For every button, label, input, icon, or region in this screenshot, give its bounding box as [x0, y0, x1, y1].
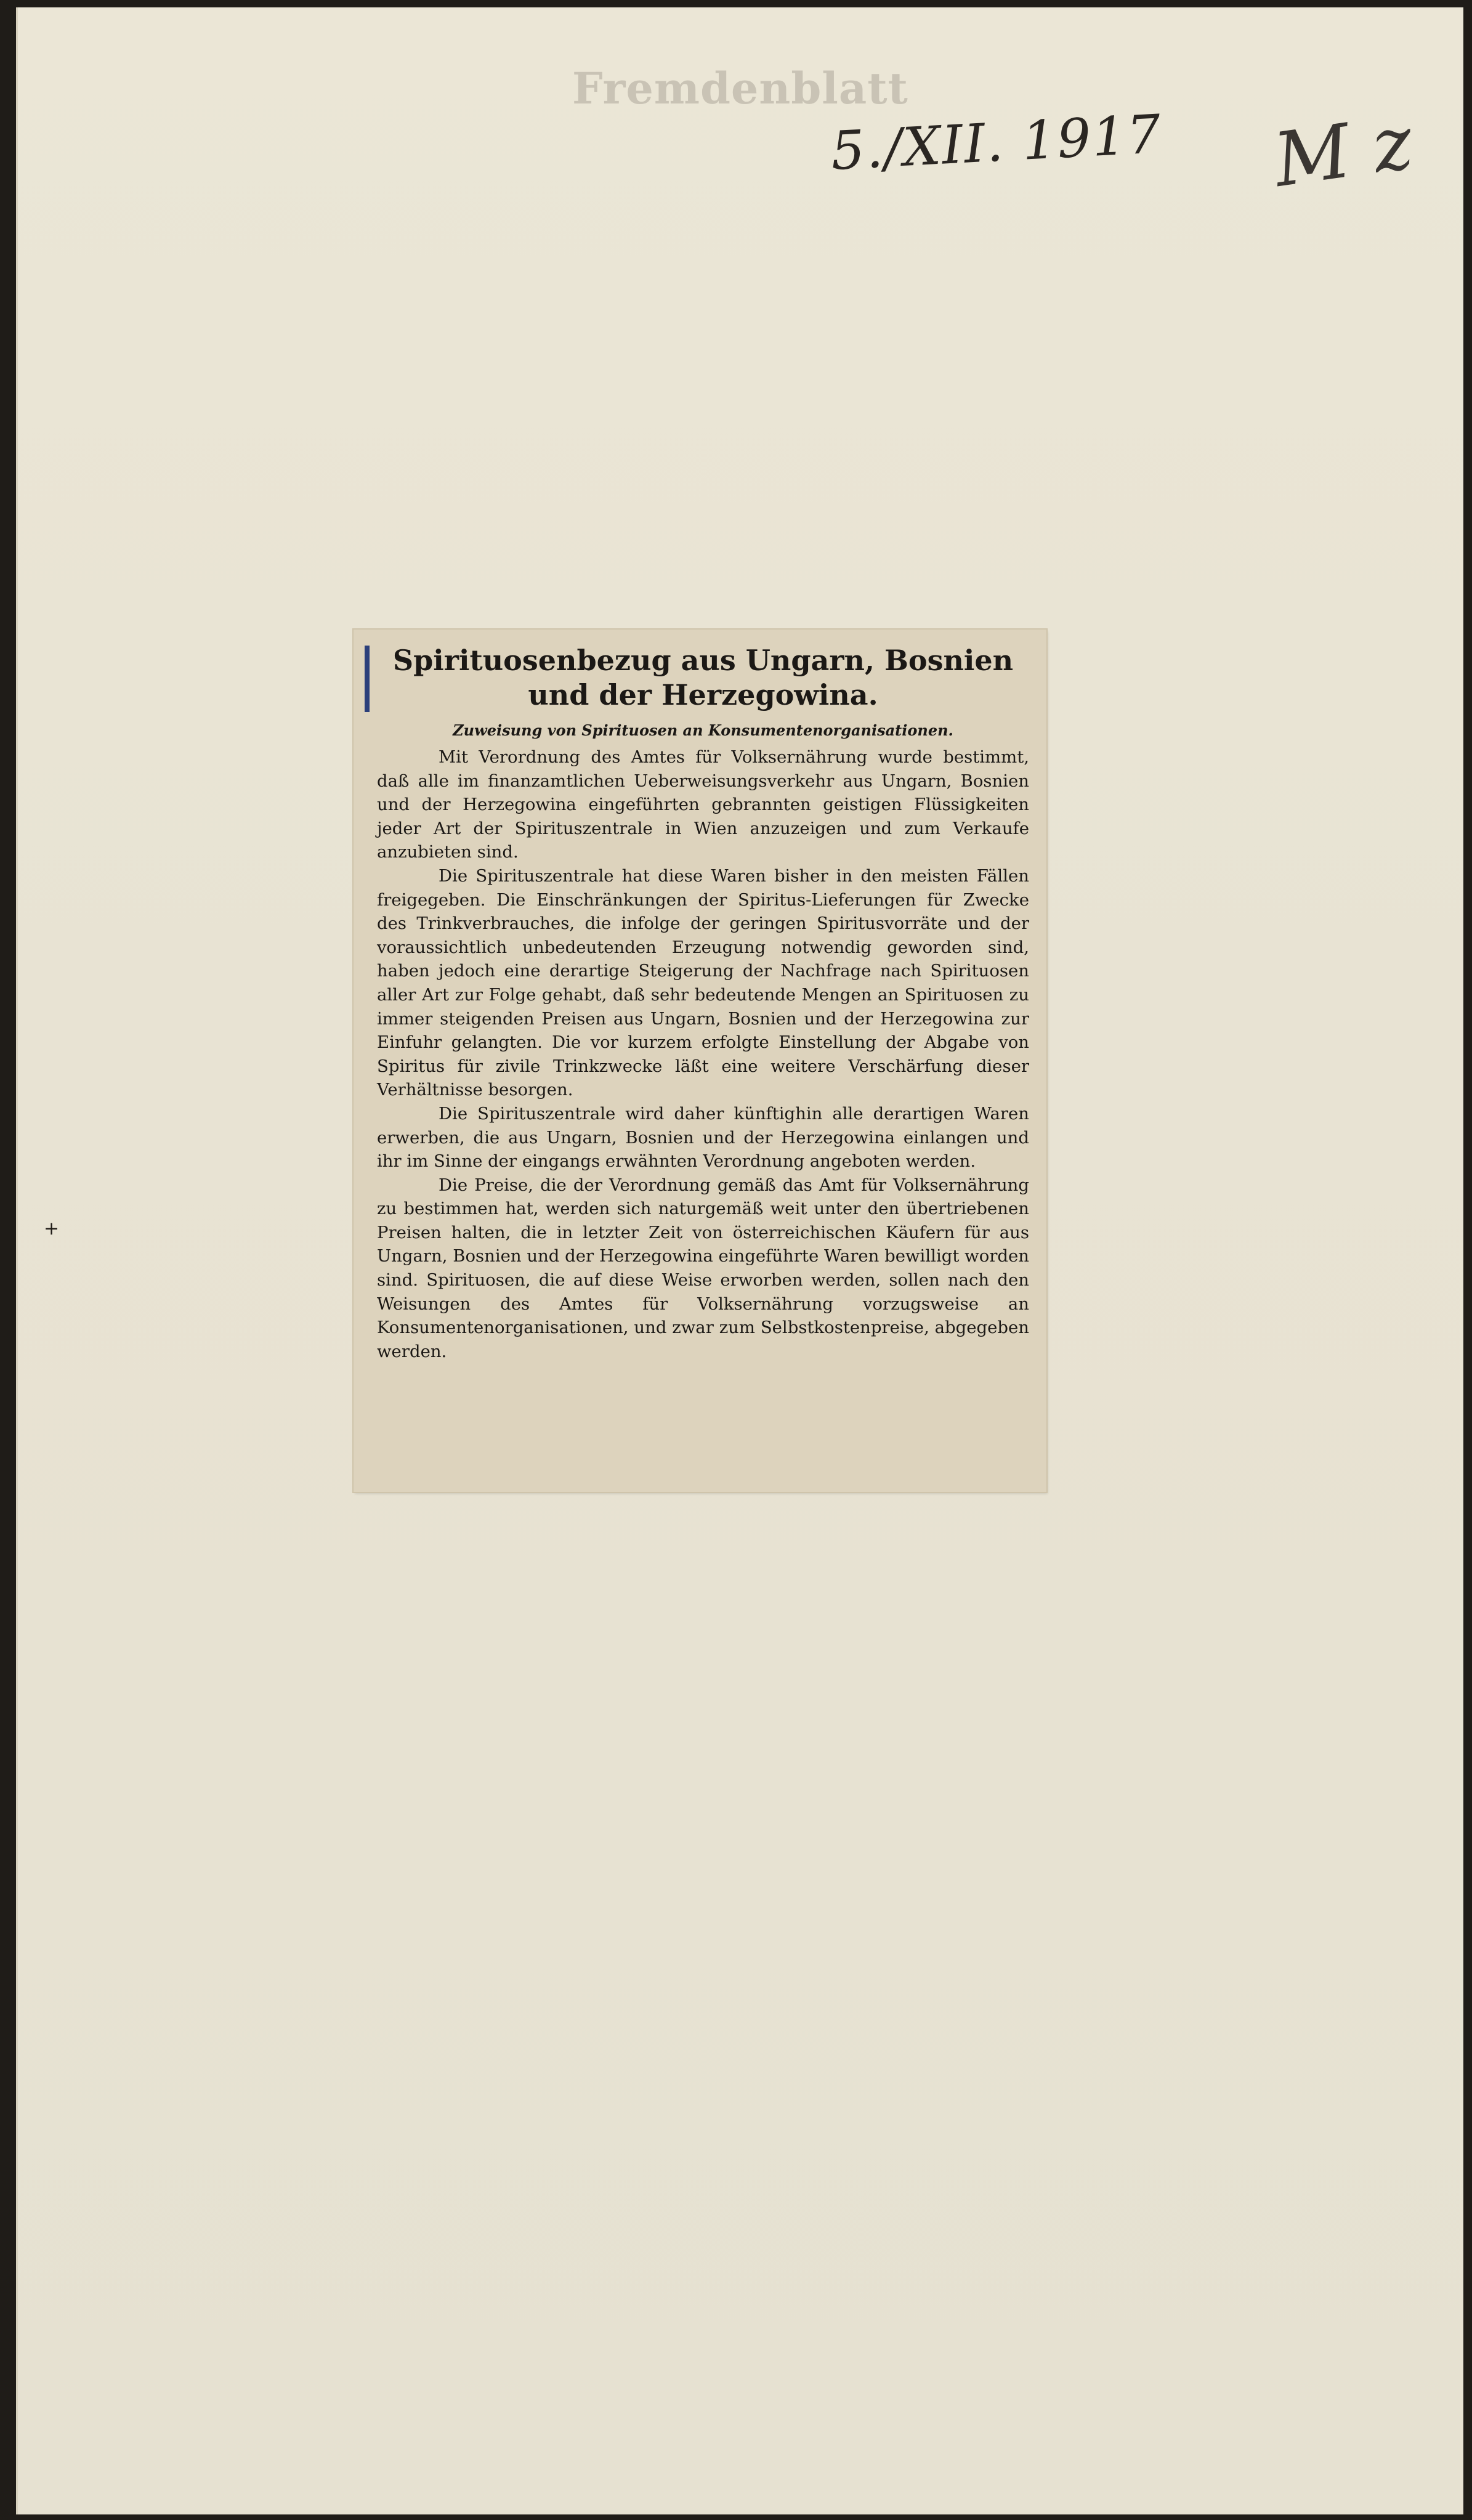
- handwritten-date: 5./XII. 1917: [829, 103, 1163, 183]
- newspaper-clipping: [354, 630, 1046, 1492]
- margin-mark: +: [44, 1218, 60, 1239]
- handwritten-initials: M z: [1269, 100, 1418, 204]
- blue-margin-line: [365, 646, 370, 712]
- archive-sheet: [16, 7, 1463, 2514]
- article-paragraph: Die Spirituszentrale wird daher künftighin alle derartigen Waren erwerben, die aus Ungarn, Bosnien und der Herzegowina einlangen und ihr im Sinne der eingangs erwähnten Verordnung angeboten werden.: [377, 1103, 1029, 1172]
- article-paragraph: Die Spirituszentrale hat diese Waren bisher in den meisten Fällen freigegeben. Die Einschränkungen der Spiritus-Lieferungen für Zwecke des Trinkverbrauches, die infolge der geringen Spiritusvorräte und der voraussichtlich unbedeutenden Erzeugung notwendig geworden sind, haben jedoch eine derartige Steigerung der Nachfrage nach Spirituosen aller Art zur Folge gehabt, daß sehr bedeutende Mengen an Spirituosen zu immer steigenden Preisen aus Ungarn, Bosnien und der Herzegowina zur Einfuhr gelangten. Die vor kurzem erfolgte Einstellung der Abgabe von Spiritus für zivile Trinkzwecke läßt eine weitere Verschärfung dieser Verhältnisse besorgen.: [377, 865, 1029, 1100]
- article-subtitle: Zuweisung von Spirituosen an Konsumentenorganisationen.: [453, 721, 953, 739]
- article-title: Spirituosenbezug aus Ungarn, Bosnien und der Herzegowina.: [392, 644, 1014, 711]
- article-paragraph: Die Preise, die der Verordnung gemäß das Amt für Volksernährung zu bestimmen hat, werden sich naturgemäß weit unter den übertriebenen Preisen halten, die in letzter Zeit von österreichischen Käufern für aus Ungarn, Bosnien und der Herzegowina eingeführte Waren bewilligt worden sind. Spirituosen, die auf diese Weise erworben werden, sollen nach den Weisungen des Amtes für Volksernährung vorzugsweise an Konsumentenorganisationen, und zwar zum Selbstkostenpreise, abgegeben werden.: [377, 1175, 1029, 1361]
- newspaper-stamp: Fremdenblatt: [572, 63, 908, 114]
- article-paragraph: Mit Verordnung des Amtes für Volksernährung wurde bestimmt, daß alle im finanzamtlichen Ueberweisungsverkehr aus Ungarn, Bosnien und der Herzegowina eingeführten gebrannten geistigen Flüssigkeiten jeder Art der Spirituszentrale in Wien anzuzeigen und zum Verkaufe anzubieten sind.: [377, 747, 1029, 862]
